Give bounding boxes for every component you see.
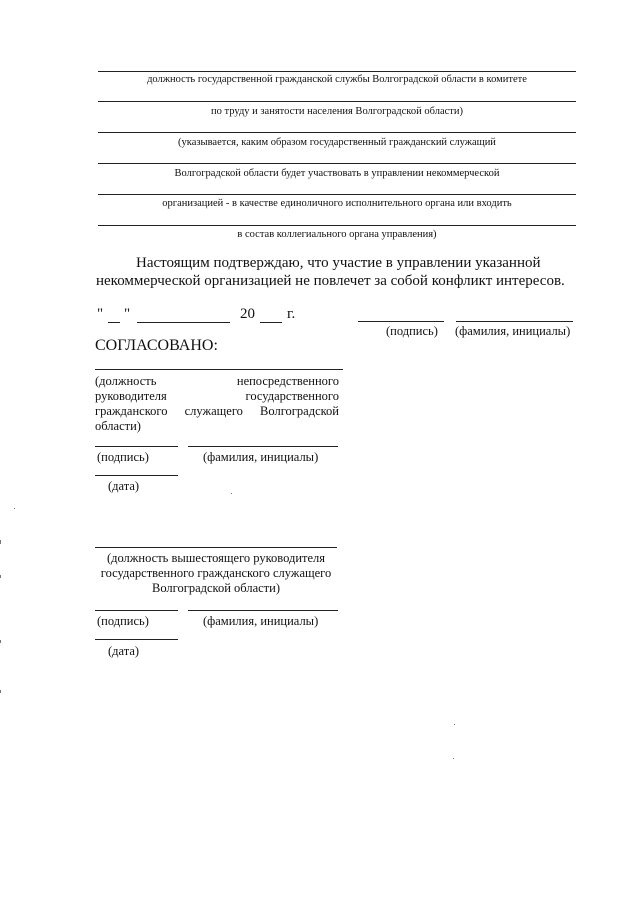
year-blank[interactable] xyxy=(260,322,282,323)
senior-position-caption xyxy=(93,551,339,596)
confirmation-line-1: Настоящим подтверждаю, что участие в управлении указанной xyxy=(136,255,541,271)
scan-speck xyxy=(0,540,1,544)
confirmation-line-2: некоммерческой организацией не повлечет за собой конфликт интересов. xyxy=(96,273,565,289)
fill-line-1[interactable] xyxy=(98,71,576,72)
year-suffix: г. xyxy=(287,306,296,322)
supervisor-position-line-2: руководителя государственного xyxy=(95,389,339,403)
fill-line-5[interactable] xyxy=(98,194,576,195)
supervisor-name-caption: (фамилия, инициалы) xyxy=(203,450,319,464)
senior-position-line-3: Волгоградской области) xyxy=(151,581,280,595)
senior-date-line[interactable] xyxy=(95,639,178,640)
senior-position-line[interactable] xyxy=(95,547,337,548)
scan-speck xyxy=(0,575,1,578)
header-caption-5: организацией - в качестве единоличного исполнительного органа или входить xyxy=(162,198,512,209)
fill-line-2[interactable] xyxy=(98,101,576,102)
signature-caption: (подпись) xyxy=(386,324,438,338)
senior-name-line[interactable] xyxy=(188,610,338,611)
supervisor-position-caption xyxy=(95,374,339,434)
supervisor-name-line[interactable] xyxy=(188,446,338,447)
supervisor-position-line-3: гражданского служащего Волгоградской xyxy=(95,404,339,418)
scan-speck xyxy=(453,758,454,759)
header-caption-4: Волгоградской области будет участвовать в управлении некоммерческой xyxy=(174,168,500,179)
scan-speck xyxy=(14,508,15,509)
supervisor-position-line-4: области) xyxy=(95,419,141,433)
scan-speck xyxy=(231,493,232,494)
name-line[interactable] xyxy=(456,321,573,322)
fill-line-3[interactable] xyxy=(98,132,576,133)
senior-name-caption: (фамилия, инициалы) xyxy=(203,614,319,628)
senior-signature-caption: (подпись) xyxy=(97,614,149,628)
supervisor-date-line[interactable] xyxy=(95,475,178,476)
fill-line-6[interactable] xyxy=(98,225,576,226)
name-caption: (фамилия, инициалы) xyxy=(455,324,571,338)
supervisor-position-line-1: (должность непосредственного xyxy=(95,374,339,388)
year-prefix: 20 xyxy=(240,306,255,322)
senior-signature-line[interactable] xyxy=(95,610,178,611)
scan-speck xyxy=(0,640,1,643)
scan-speck xyxy=(0,690,1,693)
senior-position-line-2: государственного гражданского служащего xyxy=(100,566,332,580)
scan-speck xyxy=(454,724,455,725)
approved-heading: СОГЛАСОВАНО: xyxy=(95,337,218,354)
supervisor-signature-caption: (подпись) xyxy=(97,450,149,464)
date-quote-open: " xyxy=(97,306,104,322)
header-caption-6: в состав коллегиального органа управления) xyxy=(237,229,437,240)
signature-line[interactable] xyxy=(358,321,444,322)
supervisor-date-caption: (дата) xyxy=(108,479,140,493)
day-blank[interactable] xyxy=(108,322,120,323)
header-caption-1: должность государственной гражданской службы Волгоградской области в комитете xyxy=(147,74,527,85)
header-caption-2: по труду и занятости населения Волгоградской области) xyxy=(211,106,463,117)
header-caption-3: (указывается, каким образом государственный гражданский служащий xyxy=(178,137,496,148)
senior-date-caption: (дата) xyxy=(108,644,140,658)
supervisor-signature-line[interactable] xyxy=(95,446,178,447)
fill-line-4[interactable] xyxy=(98,163,576,164)
date-quote-close: " xyxy=(124,306,131,322)
senior-position-line-1: (должность вышестоящего руководителя xyxy=(106,551,326,565)
supervisor-position-line[interactable] xyxy=(95,369,343,370)
month-blank[interactable] xyxy=(137,322,230,323)
